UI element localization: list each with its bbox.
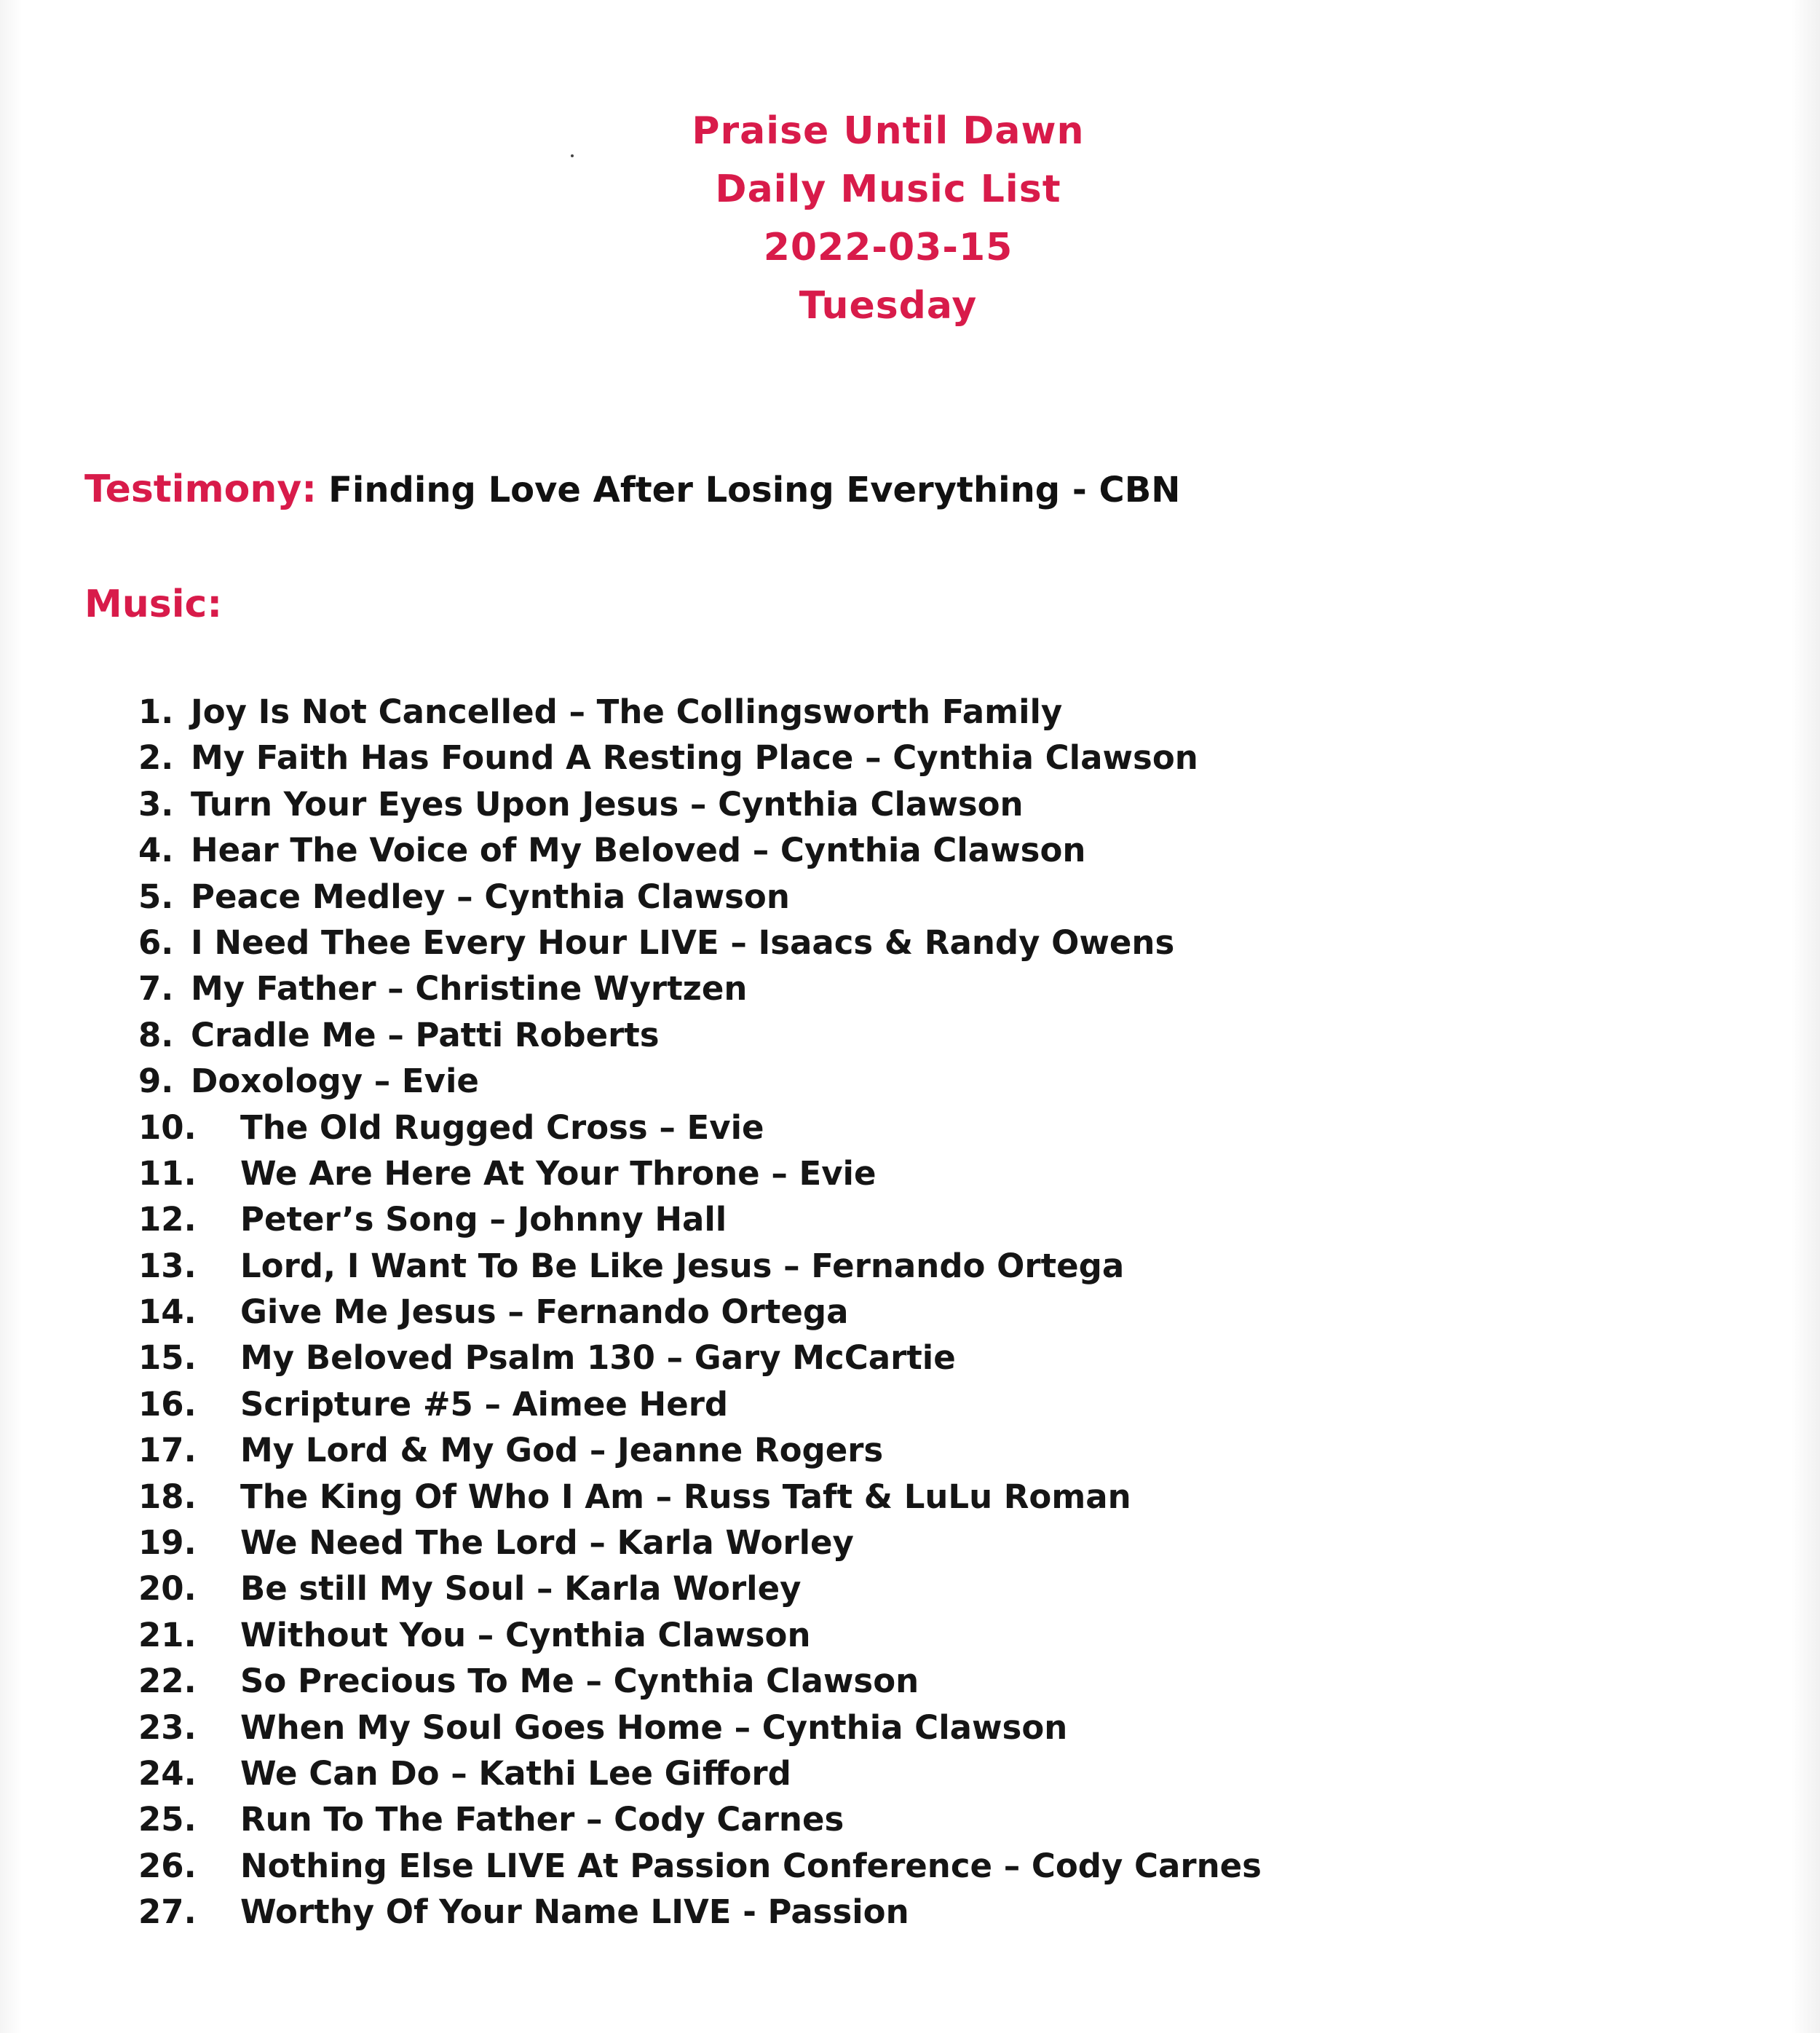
track-number: 20. xyxy=(138,1569,197,1608)
track-title: My Beloved Psalm 130 – Gary McCartie xyxy=(240,1338,956,1378)
track-item xyxy=(138,1750,1262,1796)
track-number: 24. xyxy=(138,1753,197,1793)
track-title: Hear The Voice of My Beloved – Cynthia Clawson xyxy=(191,831,1086,870)
track-item xyxy=(138,1058,1262,1104)
track-item xyxy=(138,1520,1262,1566)
track-title: The King Of Who I Am – Russ Taft & LuLu Roman xyxy=(240,1477,1131,1516)
track-item xyxy=(138,827,1262,873)
track-number: 7. xyxy=(138,969,174,1008)
track-item xyxy=(138,1381,1262,1427)
track-item xyxy=(138,1705,1262,1750)
track-title: Be still My Soul – Karla Worley xyxy=(240,1569,802,1608)
track-number: 2. xyxy=(138,738,174,778)
track-number: 3. xyxy=(138,784,174,824)
track-number: 8. xyxy=(138,1015,174,1054)
track-number: 16. xyxy=(138,1384,197,1424)
track-item xyxy=(138,1012,1262,1058)
track-title: Cradle Me – Patti Roberts xyxy=(191,1015,660,1054)
track-number: 9. xyxy=(138,1062,174,1101)
testimony-label: Testimony: xyxy=(84,467,317,511)
track-item xyxy=(138,1105,1262,1150)
track-item xyxy=(138,1243,1262,1289)
track-title: Joy Is Not Cancelled – The Collingsworth Family xyxy=(191,692,1063,731)
music-tracklist xyxy=(138,689,1262,1935)
track-title: Give Me Jesus – Fernando Ortega xyxy=(240,1292,849,1332)
track-item xyxy=(138,689,1262,735)
track-number: 27. xyxy=(138,1892,197,1932)
track-title: Peace Medley – Cynthia Clawson xyxy=(191,877,790,916)
testimony-text: Finding Love After Losing Everything - CBN xyxy=(328,470,1181,510)
track-number: 19. xyxy=(138,1523,197,1563)
track-title: Scripture #5 – Aimee Herd xyxy=(240,1384,729,1424)
track-number: 4. xyxy=(138,831,174,870)
track-item xyxy=(138,781,1262,827)
track-item xyxy=(138,1658,1262,1704)
track-title: We Need The Lord – Karla Worley xyxy=(240,1523,854,1563)
track-number: 10. xyxy=(138,1108,197,1147)
track-item xyxy=(138,1566,1262,1611)
track-title: Doxology – Evie xyxy=(191,1062,479,1101)
track-item xyxy=(138,1612,1262,1658)
track-item xyxy=(138,1889,1262,1935)
track-item xyxy=(138,966,1262,1011)
track-title: Turn Your Eyes Upon Jesus – Cynthia Clawson xyxy=(191,784,1024,824)
track-number: 25. xyxy=(138,1800,197,1839)
track-number: 14. xyxy=(138,1292,197,1332)
track-title: Lord, I Want To Be Like Jesus – Fernando Ortega xyxy=(240,1246,1125,1285)
track-title: When My Soul Goes Home – Cynthia Clawson xyxy=(240,1708,1068,1747)
page-header xyxy=(0,102,1776,335)
track-title: The Old Rugged Cross – Evie xyxy=(240,1108,764,1147)
track-item xyxy=(138,1427,1262,1473)
track-number: 22. xyxy=(138,1662,197,1701)
page-title: Praise Until Dawn xyxy=(692,109,1085,153)
track-title: Without You – Cynthia Clawson xyxy=(240,1615,811,1654)
track-item xyxy=(138,1843,1262,1889)
track-number: 11. xyxy=(138,1153,197,1193)
page-subtitle: Daily Music List xyxy=(715,167,1061,211)
list-date: 2022-03-15 xyxy=(763,226,1013,269)
track-title: Nothing Else LIVE At Passion Conference – Cody Carnes xyxy=(240,1846,1262,1885)
track-title: I Need Thee Every Hour LIVE – Isaacs & Randy Owens xyxy=(191,923,1175,962)
track-number: 23. xyxy=(138,1708,197,1747)
track-item xyxy=(138,874,1262,920)
track-item xyxy=(138,1796,1262,1842)
track-number: 6. xyxy=(138,923,174,962)
list-weekday: Tuesday xyxy=(799,284,978,328)
track-item xyxy=(138,1474,1262,1520)
track-number: 5. xyxy=(138,877,174,916)
track-item xyxy=(138,1289,1262,1335)
track-number: 15. xyxy=(138,1338,197,1378)
track-title: My Lord & My God – Jeanne Rogers xyxy=(240,1431,884,1470)
track-item xyxy=(138,920,1262,966)
track-number: 12. xyxy=(138,1200,197,1239)
track-item xyxy=(138,1335,1262,1381)
track-number: 13. xyxy=(138,1246,197,1285)
track-number: 17. xyxy=(138,1431,197,1470)
track-number: 1. xyxy=(138,692,174,731)
track-number: 26. xyxy=(138,1846,197,1885)
track-item xyxy=(138,1150,1262,1196)
track-title: Peter’s Song – Johnny Hall xyxy=(240,1200,727,1239)
track-title: So Precious To Me – Cynthia Clawson xyxy=(240,1662,919,1701)
track-title: Run To The Father – Cody Carnes xyxy=(240,1800,844,1839)
scan-speck xyxy=(571,154,574,157)
track-title: My Faith Has Found A Resting Place – Cynthia Clawson xyxy=(191,738,1198,778)
track-title: My Father – Christine Wyrtzen xyxy=(191,969,748,1008)
track-title: We Can Do – Kathi Lee Gifford xyxy=(240,1753,791,1793)
track-title: Worthy Of Your Name LIVE - Passion xyxy=(240,1892,909,1932)
track-number: 21. xyxy=(138,1615,197,1654)
track-item xyxy=(138,1196,1262,1242)
testimony-line xyxy=(84,460,1180,519)
track-item xyxy=(138,735,1262,781)
track-number: 18. xyxy=(138,1477,197,1516)
track-title: We Are Here At Your Throne – Evie xyxy=(240,1153,877,1193)
music-label: Music: xyxy=(84,583,223,626)
